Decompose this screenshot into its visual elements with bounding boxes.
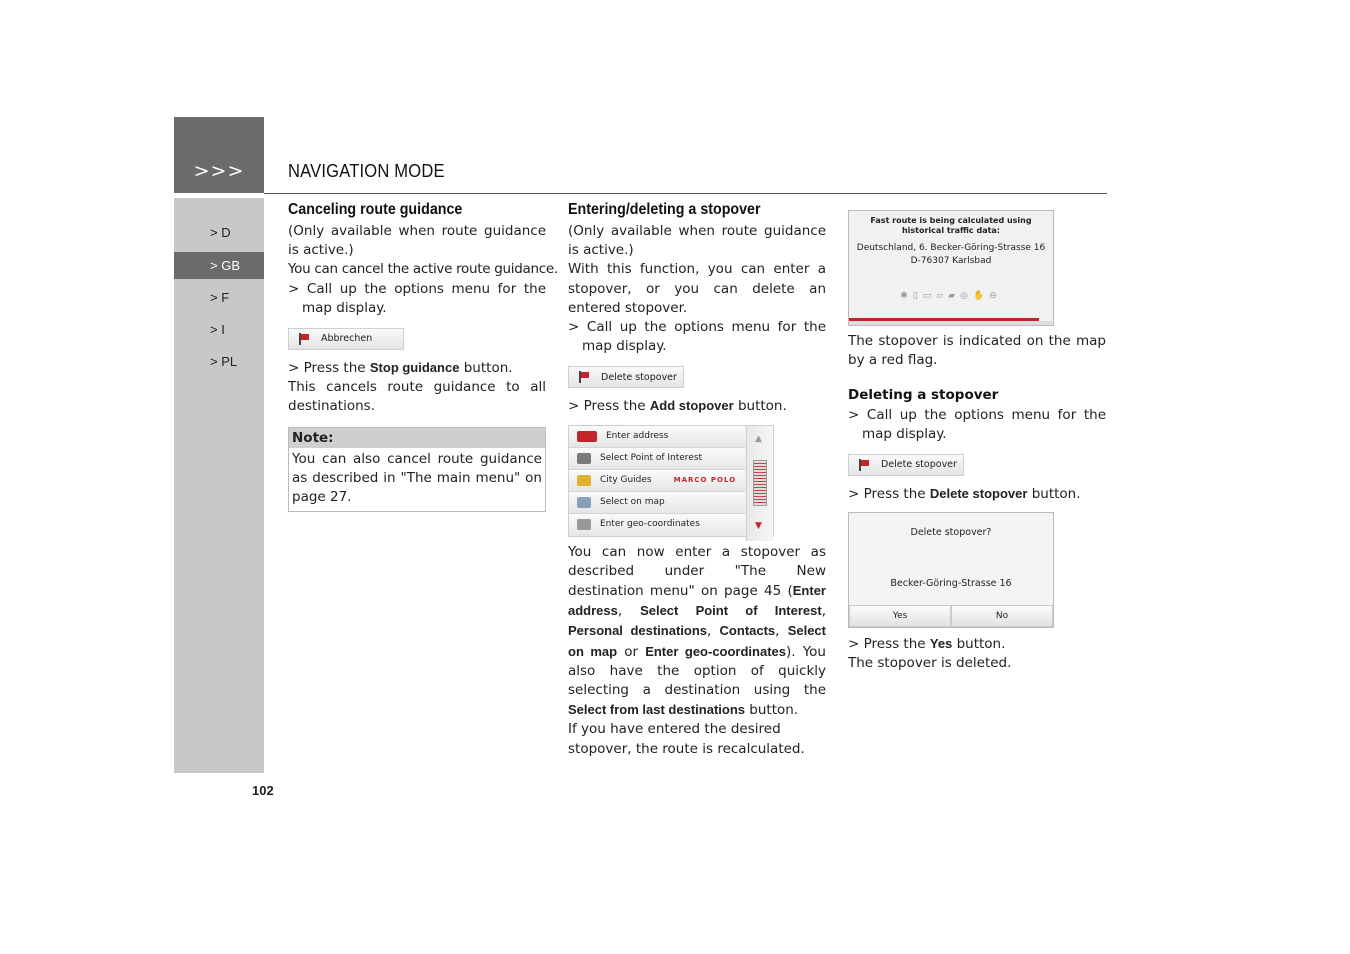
- text: button.: [745, 702, 799, 719]
- bold-text: Select from last destinations: [568, 702, 745, 718]
- text: ,: [775, 623, 788, 640]
- sidebar-item-d[interactable]: > D: [210, 225, 231, 240]
- bold-text: Add stopover: [649, 398, 734, 414]
- text: > Press the: [848, 486, 930, 503]
- calc-address: [849, 242, 1053, 268]
- text: ,: [821, 603, 826, 620]
- sidebar-item-pl[interactable]: > PL: [210, 354, 238, 369]
- text: button.: [1027, 486, 1081, 503]
- subsection-heading: Deleting a stopover: [848, 387, 999, 404]
- abbrechen-button-screenshot: [288, 328, 404, 350]
- menu-item-enter-address: [569, 426, 745, 448]
- page-number: 102: [252, 783, 274, 798]
- menu-item-select-on-map: [569, 492, 745, 514]
- sidebar-item-gb[interactable]: > GB: [174, 252, 264, 279]
- menu-label: Enter address: [606, 430, 669, 441]
- text: button.: [952, 636, 1006, 653]
- note-box: [288, 427, 546, 513]
- scroll-thumb: [753, 460, 767, 506]
- button-label: Delete stopover: [881, 459, 957, 471]
- instruction: [848, 484, 1106, 504]
- column-delete-stopover: [848, 210, 1106, 674]
- city-guide-icon: [577, 475, 591, 486]
- button-label: Abbrechen: [321, 333, 373, 345]
- menu-item-city-guides: [569, 470, 745, 492]
- button-label: Delete stopover: [601, 371, 677, 383]
- instruction: > Call up the options menu for the map display.: [848, 406, 1106, 442]
- progress-bar: [849, 318, 1039, 321]
- sidebar-item-f[interactable]: > F: [210, 290, 230, 305]
- text: > Press the: [848, 636, 930, 653]
- paragraph: [568, 543, 826, 721]
- address-icon: [577, 431, 597, 442]
- no-button: No: [951, 605, 1053, 627]
- text: ,: [617, 603, 641, 620]
- text: You can now enter a stopover as described under "The New destination menu" on page 45 (: [568, 543, 826, 600]
- route-calculation-screenshot: [848, 210, 1054, 326]
- scroll-up-icon: ▲: [755, 433, 762, 444]
- dialog-question: Delete stopover?: [910, 527, 992, 539]
- poi-icon: [577, 453, 591, 464]
- text: ,: [707, 623, 720, 640]
- note-body: You can also cancel route guidance as described in "The main menu" on page 27.: [292, 450, 542, 506]
- postal-line: D-76307 Karlsbad: [910, 256, 992, 266]
- text: button.: [733, 398, 787, 415]
- header-divider: [264, 193, 1107, 194]
- text: > Press the: [568, 398, 650, 415]
- bold-text: Contacts: [719, 623, 776, 639]
- bold-text: Enter geo-coordinates: [645, 643, 787, 659]
- delete-stopover-button-screenshot: [568, 366, 684, 388]
- menu-scrollbar: [746, 426, 773, 541]
- column-cancel-guidance: [288, 200, 558, 512]
- marco-polo-logo: MARCO POLO: [673, 475, 737, 484]
- menu-label: Select Point of Interest: [600, 452, 703, 463]
- text: ). You also have the option of quickly selecting a destination using the: [568, 643, 826, 699]
- paragraph: With this function, you can enter a stopover, or you can delete an entered stopover.: [568, 261, 826, 316]
- header-arrows: >>>: [193, 160, 245, 182]
- instruction: > Call up the options menu for the map display.: [288, 280, 546, 316]
- route-option-icons: ✱▯▭▱▰◎✋⊖: [900, 291, 1002, 301]
- text: button.: [459, 360, 513, 377]
- instruction: [568, 396, 826, 416]
- map-icon: [577, 497, 591, 508]
- menu-item-poi: [569, 448, 745, 470]
- paragraph: (Only available when route guidance is active.): [288, 223, 546, 259]
- bold-text: Stop guidance: [369, 360, 460, 376]
- yes-button: Yes: [849, 605, 951, 627]
- note-title: Note:: [289, 428, 545, 448]
- instruction: [848, 634, 1106, 654]
- column-stopover: [568, 200, 826, 759]
- paragraph: This cancels route guidance to all destinations.: [288, 379, 546, 415]
- language-sidebar: [174, 198, 264, 773]
- bold-text: Yes: [929, 636, 953, 652]
- paragraph: You can cancel the active route guidance.: [288, 261, 558, 278]
- progress-track: [849, 321, 1053, 325]
- dialog-buttons: [849, 605, 1053, 627]
- page-title: NAVIGATION MODE: [288, 161, 445, 181]
- scroll-down-icon: ▼: [755, 521, 762, 532]
- instruction: > Call up the options menu for the map display.: [568, 319, 826, 355]
- menu-label: Select on map: [600, 496, 665, 507]
- flag-icon: [577, 371, 591, 383]
- compass-icon: [577, 519, 591, 530]
- section-heading: Entering/deleting a stopover: [568, 201, 761, 218]
- bold-text: Select on map: [568, 623, 826, 659]
- paragraph: If you have entered the desired stopover, the route is recalculated.: [568, 721, 805, 757]
- instruction: [288, 358, 546, 378]
- flag-icon: [857, 459, 871, 471]
- menu-item-geo-coordinates: [569, 514, 745, 536]
- menu-label: City Guides: [600, 474, 652, 485]
- text: or: [617, 643, 646, 660]
- calc-message: Fast route is being calculated using historical traffic data:: [870, 216, 1032, 235]
- stop-flag-icon: [297, 333, 311, 345]
- sidebar-item-i[interactable]: > I: [210, 322, 225, 337]
- delete-dialog-screenshot: [848, 512, 1054, 628]
- paragraph: (Only available when route guidance is active.): [568, 223, 826, 259]
- dialog-address: Becker-Göring-Strasse 16: [890, 578, 1012, 590]
- destination-menu-screenshot: [568, 425, 774, 537]
- section-heading: Canceling route guidance: [288, 201, 463, 218]
- menu-label: Enter geo-coordinates: [600, 519, 700, 530]
- bold-text: Delete stopover: [929, 486, 1028, 502]
- paragraph: The stopover is deleted.: [848, 655, 1012, 672]
- bold-text: Personal destinations: [568, 623, 708, 639]
- address-line: Deutschland, 6. Becker-Göring-Strasse 16: [856, 243, 1046, 253]
- delete-stopover-button-screenshot: [848, 454, 964, 476]
- text: > Press the: [288, 360, 370, 377]
- bold-text: Enter address: [568, 583, 826, 619]
- bold-text: Select Point of Interest: [640, 603, 822, 619]
- paragraph: The stopover is indicated on the map by a red flag.: [848, 333, 1106, 369]
